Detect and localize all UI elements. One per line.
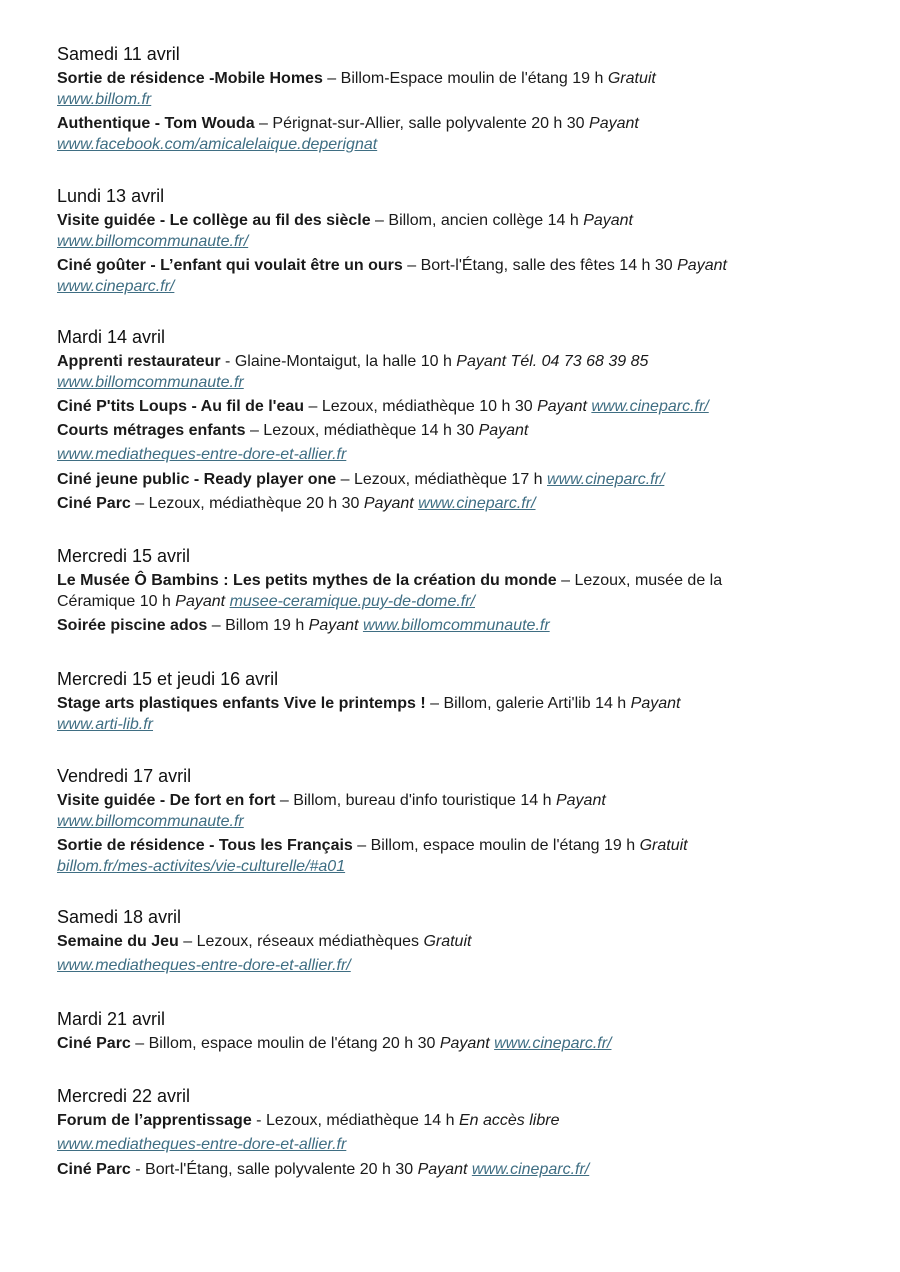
event-details: - Bort-l'Étang, salle polyvalente 20 h 30 [130,1161,418,1178]
event [57,210,857,252]
event-details: – Billom, espace moulin de l'étang 20 h 30 [130,1035,440,1052]
event [57,1159,857,1180]
event-link[interactable]: www.arti-lib.fr [57,716,154,733]
event-title: Ciné Parc [57,1161,131,1178]
event-details: – Billom 19 h [207,617,309,634]
event [57,615,857,636]
event [57,469,857,490]
event [57,1110,857,1159]
event-link[interactable]: billom.fr/mes-activites/vie-culturelle/#a01 [57,858,346,875]
event-link[interactable]: www.mediatheques-entre-dore-et-allier.fr [57,1136,347,1153]
day-title: Lundi 13 avril [57,186,165,206]
event-link[interactable]: www.cineparc.fr/ [494,1035,612,1052]
day-section [57,1007,857,1054]
event-details: - Glaine-Montaigut, la halle 10 h [220,353,457,370]
event-link[interactable]: www.mediatheques-entre-dore-et-allier.fr [57,446,347,463]
event [57,835,857,877]
event-price: Payant [175,593,226,610]
event-details: – Lezoux, médiathèque 14 h 30 [245,422,479,439]
day-section [57,544,857,636]
event-title: Sortie de résidence - Tous les Français [57,837,353,854]
event-link[interactable]: www.cineparc.fr/ [547,471,665,488]
event [57,113,857,155]
day-title: Samedi 18 avril [57,907,182,927]
event-title: Semaine du Jeu [57,933,179,950]
day-section [57,184,857,297]
event-price: Payant [677,257,727,274]
event-price: Payant [478,422,529,439]
day-title: Samedi 11 avril [57,44,180,64]
day-title: Vendredi 17 avril [57,766,192,786]
event-price: Gratuit [423,933,472,950]
event-title: Ciné P'tits Loups - Au fil de l'eau [57,398,305,415]
day-section [57,42,857,155]
event-price: Payant [417,1161,468,1178]
day-section [57,764,857,877]
event-title: Sortie de résidence -Mobile Homes [57,70,323,87]
event-link[interactable]: www.cineparc.fr/ [591,398,709,415]
event-details: – Lezoux, médiathèque 10 h 30 [304,398,538,415]
event-details: – Lezoux, médiathèque 20 h 30 [130,495,364,512]
day-section [57,667,857,735]
event [57,931,857,980]
event-link[interactable]: musee-ceramique.puy-de-dome.fr/ [229,593,475,610]
event-price: Payant [363,495,414,512]
event [57,396,857,417]
day-section [57,325,857,514]
event-title: Authentique - Tom Wouda [57,115,255,132]
event [57,351,857,393]
event-link[interactable]: www.facebook.com/amicalelaique.deperignat [57,136,378,153]
event-link[interactable]: www.billomcommunaute.fr [57,374,244,391]
event [57,570,797,612]
day-section [57,1084,857,1180]
event-title: Apprenti restaurateur [57,353,221,370]
event-title: Soirée piscine ados [57,617,208,634]
event-title: Stage arts plastiques enfants Vive le printemps ! [57,695,426,712]
event-price: Payant [583,212,633,229]
event [57,68,857,110]
event-details: - Lezoux, médiathèque 14 h [251,1112,459,1129]
event-details: – Lezoux, médiathèque 17 h [336,471,548,488]
event-link[interactable]: www.cineparc.fr/ [418,495,536,512]
event-title: Courts métrages enfants [57,422,246,439]
event-link[interactable]: www.billomcommunaute.fr [57,813,244,830]
event-price: Payant Tél. 04 73 68 39 85 [456,353,649,370]
day-title: Mercredi 15 et jeudi 16 avril [57,669,279,689]
event-title: Visite guidée - Le collège au fil des siècle [57,212,371,229]
event [57,693,857,735]
event-price: Gratuit [639,837,688,854]
event-details: – Lezoux, musée de la Céramique 10 h [57,572,723,610]
event-details: – Billom, bureau d'info touristique 14 h [275,792,556,809]
event-link[interactable]: www.billomcommunaute.fr/ [57,233,249,250]
event-title: Ciné jeune public - Ready player one [57,471,337,488]
event-details: – Lezoux, réseaux médiathèques [178,933,424,950]
event-details: – Bort-l'Étang, salle des fêtes 14 h 30 [402,257,678,274]
day-title: Mercredi 22 avril [57,1086,191,1106]
day-title: Mardi 21 avril [57,1009,166,1029]
event-details: – Billom, espace moulin de l'étang 19 h [352,837,640,854]
event [57,493,857,514]
event-details: – Billom, ancien collège 14 h [370,212,584,229]
day-title: Mardi 14 avril [57,327,166,347]
event-link[interactable]: www.billomcommunaute.fr [362,617,550,634]
event-link[interactable]: www.cineparc.fr/ [57,278,175,295]
event-link[interactable]: www.billom.fr [57,91,152,108]
event-price: Payant [555,792,606,809]
event-details: – Billom-Espace moulin de l'étang 19 h [322,70,608,87]
event-title: Ciné Parc [57,1035,131,1052]
event-price: Payant [439,1035,490,1052]
event [57,790,857,832]
event-link[interactable]: www.cineparc.fr/ [471,1161,590,1178]
event-title: Le Musée Ô Bambins : Les petits mythes de la création du monde [57,572,557,589]
event-details: – Pérignat-sur-Allier, salle polyvalente 20 h 30 [254,115,590,132]
event-price: Payant [537,398,587,415]
event-title: Forum de l’apprentissage [57,1112,252,1129]
day-section [57,905,857,980]
event-price: En accès libre [458,1112,560,1129]
event [57,255,857,297]
event-price: Gratuit [607,70,656,87]
event [57,420,857,469]
event [57,1033,857,1054]
event-title: Ciné Parc [57,495,131,512]
event-title: Visite guidée - De fort en fort [57,792,276,809]
event-link[interactable]: www.mediatheques-entre-dore-et-allier.fr/ [57,957,351,974]
event-details: – Billom, galerie Arti'lib 14 h [425,695,631,712]
day-title: Mercredi 15 avril [57,546,191,566]
event-price: Payant [630,695,681,712]
event-price: Payant [308,617,359,634]
event-price: Payant [589,115,639,132]
event-title: Ciné goûter - L’enfant qui voulait être un ours [57,257,403,274]
